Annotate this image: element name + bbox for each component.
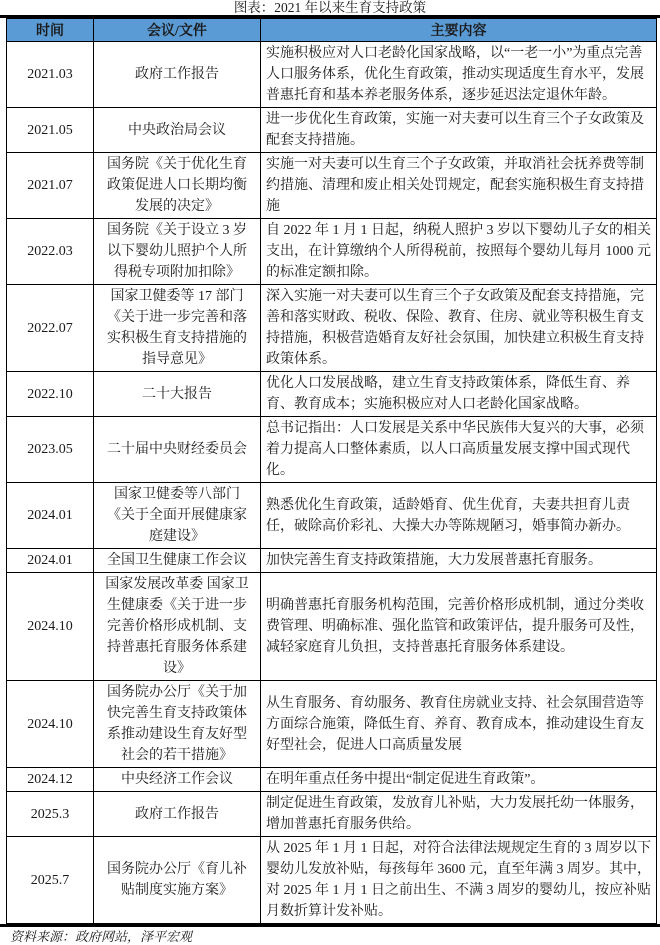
cell-content: 加快完善生育支持政策措施，大力发展普惠托育服务。 bbox=[261, 549, 657, 573]
table-row bbox=[7, 768, 657, 792]
table-row bbox=[7, 792, 657, 837]
cell-date: 2021.05 bbox=[7, 108, 94, 153]
source-note: 资料来源：政府网站，泽平宏观 bbox=[10, 929, 193, 944]
cell-content: 进一步优化生育政策，实施一对夫妻可以生育三个子女政策及配套支持措施。 bbox=[261, 108, 657, 153]
cell-date: 2022.10 bbox=[7, 372, 94, 417]
policy-table bbox=[6, 18, 657, 924]
table-row bbox=[7, 837, 657, 924]
cell-org: 国务院《关于优化生育政策促进人口长期均衡发展的决定》 bbox=[94, 153, 261, 219]
cell-org: 中央经济工作会议 bbox=[94, 768, 261, 792]
column-header-content: 主要内容 bbox=[261, 19, 657, 42]
cell-date: 2024.10 bbox=[7, 573, 94, 681]
cell-org: 国家发展改革委 国家卫生健康委《关于进一步完善价格形成机制、支持普惠托育服务体系建设》 bbox=[94, 573, 261, 681]
cell-date: 2021.03 bbox=[7, 42, 94, 108]
cell-content: 深入实施一对夫妻可以生育三个子女政策及配套支持措施，完善和落实财政、税收、保险、教育、住房、就业等积极生育支持措施，积极营造婚育友好社会氛围，加快建立积极生育支持政策体系。 bbox=[261, 285, 657, 372]
cell-content: 实施积极应对人口老龄化国家战略，以“一老一小”为重点完善人口服务体系，优化生育政策，推动实现适度生育水平，发展普惠托育和基本养老服务体系，逐步延迟法定退休年龄。 bbox=[261, 42, 657, 108]
cell-content: 制定促进生育政策，发放育儿补贴，大力发展托幼一体服务，增加普惠托育服务供给。 bbox=[261, 792, 657, 837]
cell-date: 2025.3 bbox=[7, 792, 94, 837]
cell-org: 政府工作报告 bbox=[94, 42, 261, 108]
cell-org: 二十届中央财经委员会 bbox=[94, 417, 261, 483]
cell-org: 国务院《关于设立 3 岁以下婴幼儿照护个人所得税专项附加扣除》 bbox=[94, 219, 261, 285]
cell-content: 实施一对夫妻可以生育三个子女政策，并取消社会抚养费等制约措施、清理和废止相关处罚规定，配套实施积极生育支持措施 bbox=[261, 153, 657, 219]
cell-org: 政府工作报告 bbox=[94, 792, 261, 837]
table-row bbox=[7, 417, 657, 483]
cell-date: 2024.10 bbox=[7, 681, 94, 768]
table-row bbox=[7, 573, 657, 681]
cell-date: 2024.01 bbox=[7, 549, 94, 573]
table-row bbox=[7, 153, 657, 219]
header-row bbox=[7, 19, 657, 42]
table-row bbox=[7, 285, 657, 372]
cell-org: 国家卫健委等 17 部门《关于进一步完善和落实积极生育支持措施的指导意见》 bbox=[94, 285, 261, 372]
cell-date: 2022.07 bbox=[7, 285, 94, 372]
cell-org: 国家卫健委等八部门《关于全面开展健康家庭建设》 bbox=[94, 483, 261, 549]
column-header-date: 时间 bbox=[7, 19, 94, 42]
cell-date: 2023.05 bbox=[7, 417, 94, 483]
table-row bbox=[7, 681, 657, 768]
cell-date: 2022.03 bbox=[7, 219, 94, 285]
cell-org: 二十大报告 bbox=[94, 372, 261, 417]
bottom-rule bbox=[0, 924, 660, 927]
cell-org: 中央政治局会议 bbox=[94, 108, 261, 153]
cell-content: 从生育服务、育幼服务、教育住房就业支持、社会氛围营造等方面综合施策，降低生育、养育、教育成本，推动建设生育友好型社会，促进人口高质量发展 bbox=[261, 681, 657, 768]
cell-content: 优化人口发展战略，建立生育支持政策体系，降低生育、养育、教育成本；实施积极应对人口老龄化国家战略。 bbox=[261, 372, 657, 417]
cell-date: 2024.12 bbox=[7, 768, 94, 792]
cell-date: 2021.07 bbox=[7, 153, 94, 219]
policy-table-body bbox=[7, 42, 657, 924]
cell-content: 明确普惠托育服务机构范围，完善价格形成机制，通过分类收费管理、明确标准、强化监管和政策评估，提升服务可及性，减轻家庭育儿负担，支持普惠托育服务体系建设。 bbox=[261, 573, 657, 681]
cell-content: 在明年重点任务中提出“制定促进生育政策”。 bbox=[261, 768, 657, 792]
table-row bbox=[7, 372, 657, 417]
cell-org: 国务院办公厅《育儿补贴制度实施方案》 bbox=[94, 837, 261, 924]
cell-org: 国务院办公厅《关于加快完善生育支持政策体系推动建设生育友好型社会的若干措施》 bbox=[94, 681, 261, 768]
figure-title: 图表：2021 年以来生育支持政策 bbox=[233, 0, 427, 15]
table-row bbox=[7, 483, 657, 549]
cell-date: 2024.01 bbox=[7, 483, 94, 549]
cell-org: 全国卫生健康工作会议 bbox=[94, 549, 261, 573]
table-row bbox=[7, 219, 657, 285]
cell-content: 总书记指出：人口发展是关系中华民族伟大复兴的大事，必须着力提高人口整体素质，以人口高质量发展支撑中国式现代化。 bbox=[261, 417, 657, 483]
cell-content: 熟悉优化生育政策，适龄婚育、优生优育，夫妻共担育儿责任，破除高价彩礼、大操大办等陈规陋习，婚事简办新办。 bbox=[261, 483, 657, 549]
cell-date: 2025.7 bbox=[7, 837, 94, 924]
cell-content: 从 2025 年 1 月 1 日起，对符合法律法规规定生育的 3 周岁以下婴幼儿发放补贴，每孩每年 3600 元，直至年满 3 周岁。其中，对 2025 年 1 月 1 日之前出生、不满 3 周岁的婴幼儿，按应补贴月数折算计发补贴。 bbox=[261, 837, 657, 924]
table-row bbox=[7, 108, 657, 153]
table-row bbox=[7, 42, 657, 108]
cell-content: 自 2022 年 1 月 1 日起，纳税人照护 3 岁以下婴幼儿子女的相关支出，在计算缴纳个人所得税前，按照每个婴幼儿每月 1000 元的标准定额扣除。 bbox=[261, 219, 657, 285]
column-header-org: 会议/文件 bbox=[94, 19, 261, 42]
table-row bbox=[7, 549, 657, 573]
